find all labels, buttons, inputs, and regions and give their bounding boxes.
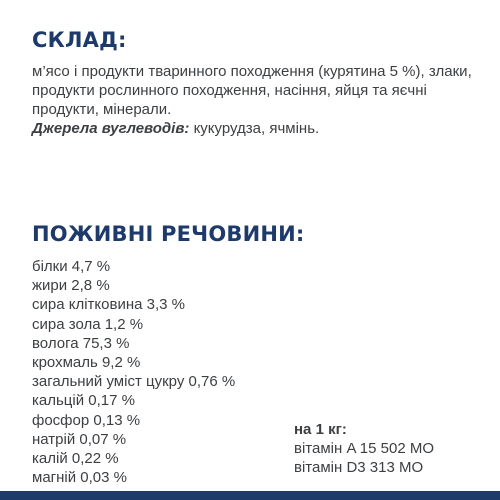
vitamins-heading: на 1 кг: — [294, 421, 347, 438]
composition-section — [32, 62, 472, 138]
nutrient-item: білки 4,7 % — [32, 258, 111, 275]
nutrient-item: волога 75,3 % — [32, 334, 130, 352]
nutrients-list — [32, 257, 235, 487]
nutrient-item: крохмаль 9,2 % — [32, 354, 141, 372]
nutrients-heading: ПОЖИВНІ РЕЧОВИНИ: — [32, 222, 305, 246]
nutrient-item: жири 2,8 % — [32, 277, 110, 295]
composition-ingredients: м’ясо і продукти тваринного походження (курятина 5 %), злаки, продукти рослинного походження, насіння, яйця та яєчні продукти, мінерали. — [32, 63, 472, 118]
vitamin-item: вітамін D3 313 МО — [294, 459, 424, 476]
nutrient-item: натрій 0,07 % — [32, 430, 127, 448]
carbs-value: кукурудза, ячмінь. — [189, 120, 320, 137]
nutrient-item: кальцій 0,17 % — [32, 392, 135, 410]
composition-heading: СКЛАД: — [32, 28, 127, 52]
nutrient-item: фосфор 0,13 % — [32, 411, 141, 429]
vitamins-list — [294, 439, 434, 477]
carbs-label: Джерела вуглеводів: — [32, 120, 190, 137]
vitamins-section — [294, 420, 434, 477]
nutrient-item: сира клітковина 3,3 % — [32, 296, 185, 314]
nutrient-item: магній 0,03 % — [32, 469, 127, 487]
bottom-bar — [0, 491, 500, 500]
vitamin-item: вітамін A 15 502 МО — [294, 440, 434, 457]
composition-text — [32, 62, 472, 138]
nutrient-item: калій 0,22 % — [32, 450, 119, 468]
nutrient-item: загальний уміст цукру 0,76 % — [32, 373, 236, 391]
nutrient-item: сира зола 1,2 % — [32, 315, 144, 333]
